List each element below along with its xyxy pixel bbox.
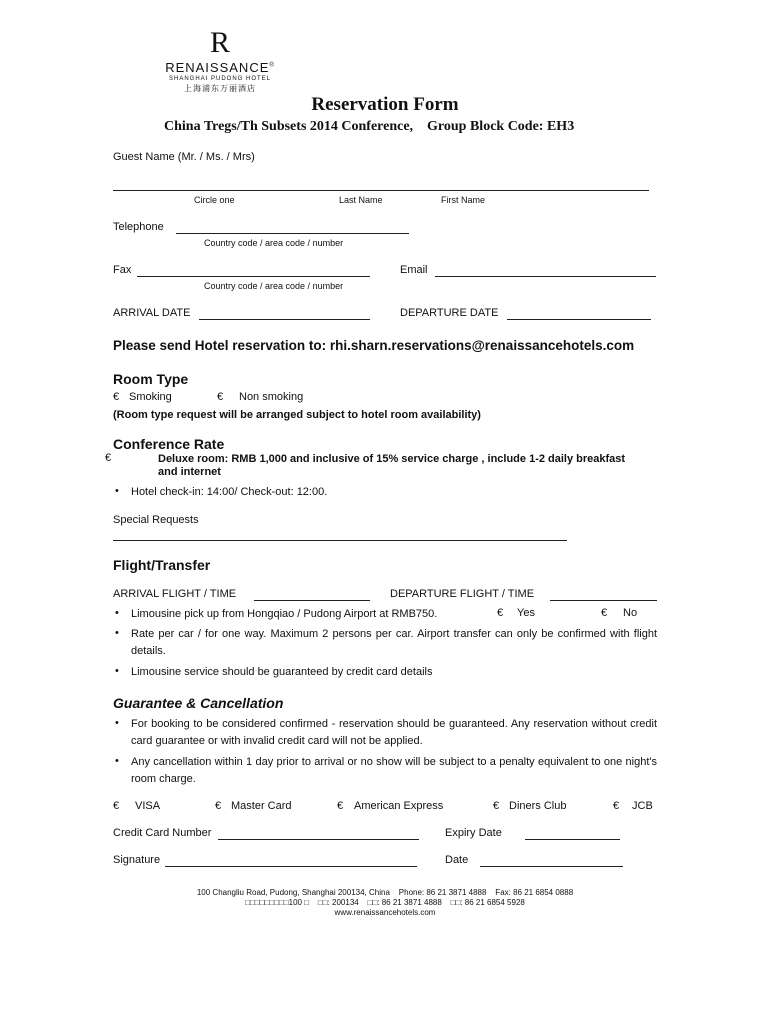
logo-brand — [160, 60, 280, 75]
flight-transfer-heading: Flight/Transfer — [113, 557, 211, 573]
form-subtitle: China Tregs/Th Subsets 2014 Conference, Group Block Code: EH3 — [164, 119, 575, 134]
expiry-date-label: Expiry Date — [445, 827, 502, 839]
limousine-yes-label: Yes — [517, 607, 535, 619]
mastercard-option[interactable] — [215, 800, 292, 812]
telephone-label: Telephone — [113, 221, 164, 233]
form-title: Reservation Form — [311, 94, 459, 115]
diners-option[interactable] — [493, 800, 566, 812]
fax-label: Fax — [113, 264, 132, 276]
rate-per-car-text: Rate per car / for one way. Maximum 2 persons per car. Airport transfer can only be confirmed with flight details. — [131, 628, 657, 657]
visa-label: VISA — [135, 800, 161, 812]
deluxe-room-rate-line2: and internet — [158, 466, 221, 478]
credit-card-number-label: Credit Card Number — [113, 827, 212, 839]
checkin-checkout-text: Hotel check-in: 14:00/ Check-out: 12:00. — [131, 486, 328, 498]
room-type-note: (Room type request will be arranged subject to hotel room availability) — [113, 409, 481, 421]
deluxe-room-checkbox[interactable]: € — [105, 452, 112, 464]
last-name-hint: Last Name — [339, 195, 383, 205]
footer-website: www.renaissancehotels.com — [334, 908, 436, 917]
departure-date-input[interactable] — [507, 305, 651, 320]
deluxe-room-rate-line1: Deluxe room: RMB 1,000 and inclusive of 15% service charge , include 1-2 daily breakfast — [158, 453, 626, 465]
non-smoking-label: Non smoking — [239, 391, 304, 403]
send-reservation-notice: Please send Hotel reservation to: rhi.sharn.reservations@renaissancehotels.com — [113, 338, 635, 353]
diners-checkbox[interactable]: € — [493, 800, 500, 812]
visa-option[interactable] — [113, 800, 160, 812]
guarantee-bullet-1: • — [115, 717, 119, 729]
limousine-yes-option[interactable] — [497, 607, 535, 619]
footer-address-english: 100 Changliu Road, Pudong, Shanghai 200134, China Phone: 86 21 3871 4888 Fax: 86 21 6854 0888 — [196, 888, 574, 897]
mastercard-label: Master Card — [231, 800, 292, 812]
special-requests-label: Special Requests — [113, 514, 199, 526]
jcb-label: JCB — [632, 800, 653, 812]
amex-option[interactable] — [337, 800, 443, 812]
email-input[interactable] — [435, 262, 656, 277]
date-label: Date — [445, 854, 469, 866]
logo-brand-text: RENAISSANCE — [165, 60, 270, 75]
smoking-option[interactable] — [113, 391, 172, 403]
limousine-no-label: No — [623, 607, 638, 619]
credit-card-number-input[interactable] — [218, 825, 419, 840]
arrival-date-label: ARRIVAL DATE — [113, 307, 191, 319]
limousine-guarantee-bullet: • — [115, 665, 119, 677]
logo-chinese: 上海浦东万丽酒店 — [184, 84, 256, 93]
fax-hint: Country code / area code / number — [204, 281, 344, 291]
arrival-flight-input[interactable] — [254, 586, 370, 601]
logo-brand-mark: ® — [269, 62, 275, 69]
guest-name-input[interactable] — [113, 176, 649, 191]
guest-name-label: Guest Name (Mr. / Ms. / Mrs) — [113, 151, 255, 163]
departure-date-label: DEPARTURE DATE — [400, 307, 499, 319]
non-smoking-checkbox[interactable]: € — [217, 391, 224, 403]
diners-label: Diners Club — [509, 800, 567, 812]
jcb-option[interactable] — [613, 800, 653, 812]
cancellation-policy-text: Any cancellation within 1 day prior to arrival or no show will be subject to a penalty equivalent to one night's room charge. — [131, 756, 676, 785]
arrival-flight-label: ARRIVAL FLIGHT / TIME — [113, 588, 237, 600]
footer-address-chinese: □□□□□□□□□100 □ □□: 200134 □□: 86 21 3871 4888 □□: 86 21 6854 5928 — [245, 898, 525, 907]
jcb-checkbox[interactable]: € — [613, 800, 620, 812]
telephone-hint: Country code / area code / number — [204, 238, 344, 248]
room-type-heading: Room Type — [113, 371, 189, 387]
date-input[interactable] — [480, 852, 623, 867]
special-requests-input[interactable] — [113, 526, 567, 541]
limousine-yes-checkbox[interactable]: € — [497, 607, 504, 619]
expiry-date-input[interactable] — [525, 825, 620, 840]
limousine-pickup-text: Limousine pick up from Hongqiao / Pudong Airport at RMB750. — [131, 608, 438, 620]
telephone-input[interactable] — [176, 219, 409, 234]
fax-input[interactable] — [137, 262, 370, 277]
signature-label: Signature — [113, 854, 161, 866]
amex-checkbox[interactable]: € — [337, 800, 344, 812]
conference-rate-heading: Conference Rate — [113, 436, 225, 452]
amex-label: American Express — [354, 800, 444, 812]
rate-bullet: • — [115, 627, 119, 639]
mastercard-checkbox[interactable]: € — [215, 800, 222, 812]
non-smoking-option[interactable] — [217, 391, 303, 403]
logo-sub: SHANGHAI PUDONG HOTEL — [168, 76, 271, 82]
hotel-logo — [160, 28, 280, 94]
smoking-checkbox[interactable]: € — [113, 391, 120, 403]
departure-flight-label: DEPARTURE FLIGHT / TIME — [390, 588, 535, 600]
limousine-no-checkbox[interactable]: € — [601, 607, 608, 619]
limousine-guarantee-text: Limousine service should be guaranteed by credit card details — [131, 666, 433, 678]
limousine-bullet: • — [115, 607, 119, 619]
guarantee-heading: Guarantee & Cancellation — [113, 695, 284, 711]
cancellation-bullet: • — [115, 755, 119, 767]
guarantee-policy-text: For booking to be considered confirmed - reservation should be guaranteed. Any reservation without credit card guarantee or with invalid credit card will not be applied. — [131, 718, 657, 747]
visa-checkbox[interactable]: € — [113, 800, 120, 812]
first-name-hint: First Name — [441, 195, 486, 205]
limousine-no-option[interactable] — [601, 607, 637, 619]
circle-one-hint: Circle one — [194, 195, 235, 205]
arrival-date-input[interactable] — [199, 305, 370, 320]
smoking-label: Smoking — [129, 391, 172, 403]
logo-monogram: R — [209, 26, 230, 59]
signature-input[interactable] — [165, 852, 417, 867]
email-label: Email — [400, 264, 428, 276]
checkin-bullet: • — [115, 485, 119, 497]
departure-flight-input[interactable] — [550, 586, 657, 601]
